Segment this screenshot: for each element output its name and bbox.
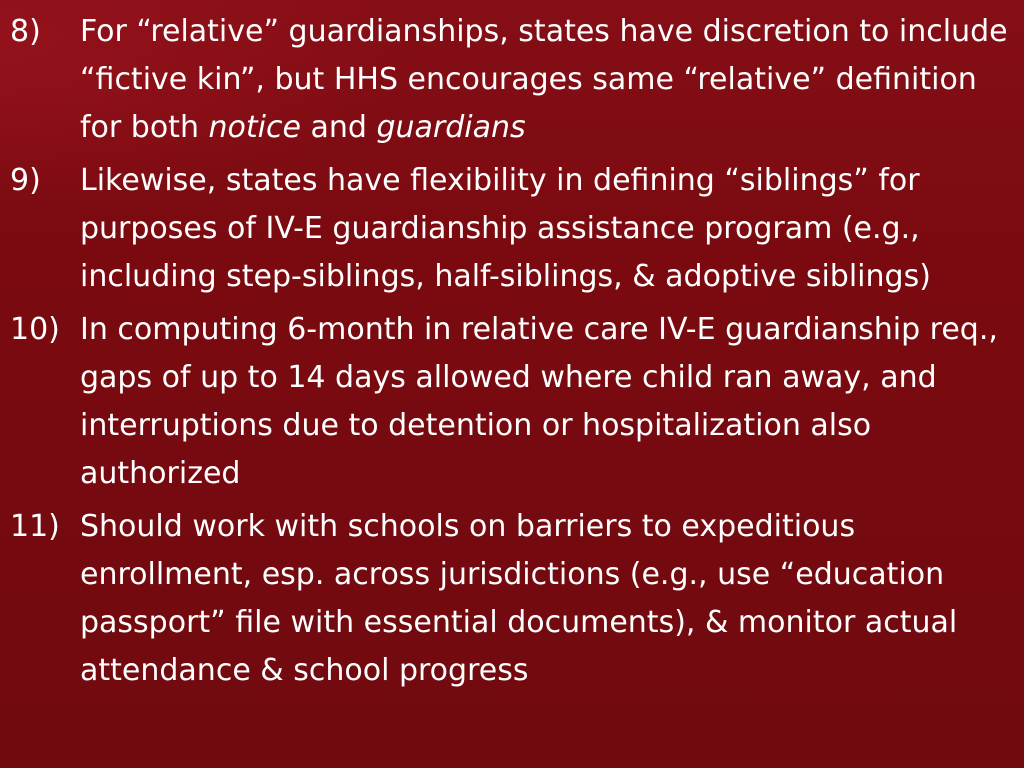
list-item-8 bbox=[0, 8, 1020, 152]
item-text bbox=[80, 8, 1020, 152]
item-number: 10) bbox=[10, 312, 60, 347]
item-text: Likewise, states have flexibility in defining “siblings” for purposes of IV-E guardianship assistance program (e.g., including step-siblings, half-siblings, & adoptive siblings) bbox=[80, 163, 931, 294]
italic-word-guardians: guardians bbox=[376, 110, 526, 145]
item-text: In computing 6-month in relative care IV-E guardianship req., gaps of up to 14 days allowed where child ran away, and interruptions due to detention or hospitalization also authorized bbox=[80, 312, 998, 491]
item-text-part: and bbox=[300, 110, 377, 145]
item-text: Should work with schools on barriers to expeditious enrollment, esp. across jurisdictions (e.g., use “education passport” file with essential documents), & monitor actual attendance & school progress bbox=[80, 509, 958, 688]
list-item-10 bbox=[0, 306, 1020, 498]
item-number: 11) bbox=[10, 509, 60, 544]
numbered-list bbox=[0, 8, 1020, 700]
item-number: 8) bbox=[10, 14, 41, 49]
italic-word-notice: notice bbox=[208, 110, 301, 145]
item-number: 9) bbox=[10, 163, 41, 198]
item-text-part: For “relative” guardianships, states have discretion to include “fictive kin”, but HHS encourages same “relative” definition for both bbox=[80, 14, 1008, 145]
list-item-11 bbox=[0, 503, 1020, 695]
list-item-9 bbox=[0, 157, 1020, 301]
